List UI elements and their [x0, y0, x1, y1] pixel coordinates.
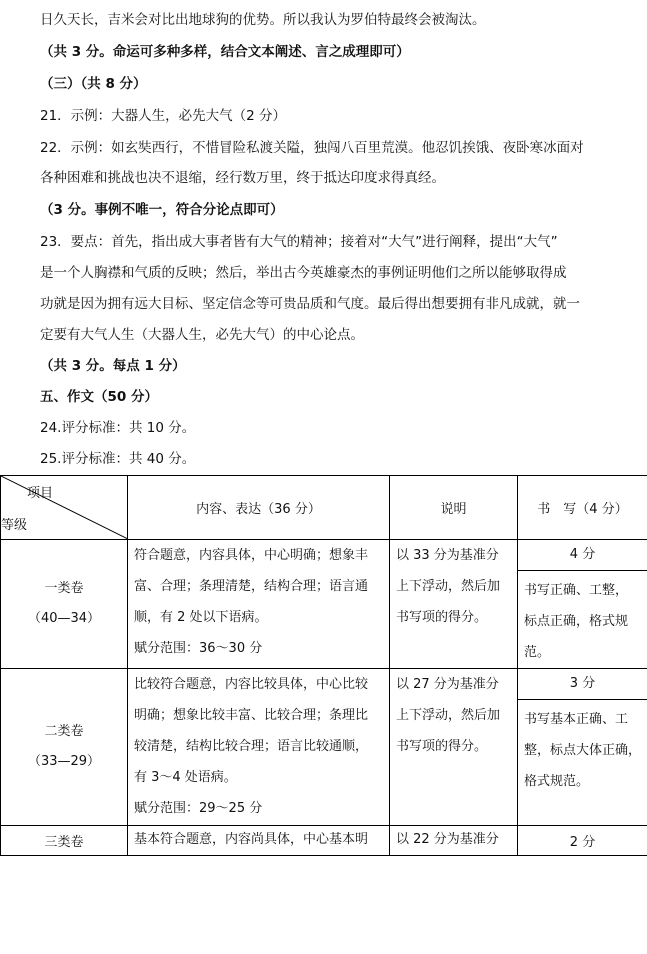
- writing-desc-line: 标点正确，格式规: [524, 614, 629, 629]
- criteria-24: 24.评分标准：共 10 分。: [40, 420, 196, 436]
- content-line: 赋分范围：36～30 分: [134, 641, 263, 656]
- scoring-note-1: （共 3 分。命运可多种多样，结合文本阐述、言之成理即可）: [40, 44, 410, 60]
- content-line: 赋分范围：29～25 分: [134, 801, 263, 816]
- writing-score: 3 分: [518, 669, 647, 700]
- content-line: 符合题意，内容具体，中心明确；想象丰: [134, 548, 369, 563]
- table-row: [1, 669, 647, 826]
- answer-23-line-4: 定要有大气人生（大器人生，必先大气）的中心论点。: [40, 327, 364, 343]
- writing-desc: [518, 700, 647, 797]
- header-content: 内容、表达（36 分）: [128, 476, 390, 540]
- grade-name: 一类卷: [44, 581, 84, 596]
- writing-cell: [518, 669, 647, 826]
- content-line: 顺，有 2 处以下语病。: [134, 610, 268, 625]
- content-line: 富、合理；条理清楚，结构合理；语言通: [134, 579, 369, 594]
- answer-22-line-2: 各种困难和挑战也决不退缩，经行数万里，终于抵达印度求得真经。: [40, 170, 445, 186]
- answer-21: 21．示例：大器人生，必先大气（2 分）: [40, 108, 287, 124]
- table-row: [1, 540, 647, 669]
- writing-desc-line: 书写正确、工整，: [524, 583, 629, 598]
- grade-name: 二类卷: [44, 724, 84, 739]
- writing-desc: [518, 571, 647, 668]
- grade-name: 三类卷: [1, 826, 128, 856]
- answer-line-1: 日久天长，吉米会对比出地球狗的优势。所以我认为罗伯特最终会被淘汰。: [40, 12, 486, 28]
- scoring-note-2: （3 分。事例不唯一，符合分论点即可）: [40, 202, 284, 218]
- scoring-note-3: （共 3 分。每点 1 分）: [40, 358, 186, 374]
- header-note: 说明: [390, 476, 518, 540]
- grade-range: （33—29）: [27, 754, 101, 769]
- content-line: 比较符合题意，内容比较具体，中心比较: [134, 677, 369, 692]
- content-line: 明确；想象比较丰富、比较合理；条理比: [134, 708, 369, 723]
- writing-desc-line: 范。: [524, 645, 551, 660]
- grading-table: [0, 475, 647, 856]
- content-line: 有 3～4 处语病。: [134, 770, 237, 785]
- section-heading-3: （三）（共 8 分）: [40, 76, 147, 92]
- table-header-row: [1, 476, 647, 540]
- writing-cell: [518, 540, 647, 669]
- note-line: 以 33 分为基准分: [396, 548, 499, 563]
- note-cell: [390, 540, 518, 669]
- grade-name-cell: [1, 669, 128, 826]
- grade-name-cell: [1, 540, 128, 669]
- header-diagonal-cell: [1, 476, 128, 540]
- content-cell: [128, 540, 390, 669]
- writing-desc-line: 整，标点大体正确，: [524, 743, 642, 758]
- answer-23-line-3: 功就是因为拥有远大目标、坚定信念等可贵品质和气度。最后得出想要拥有非凡成就，就一: [40, 296, 580, 312]
- writing-score: 2 分: [518, 826, 647, 856]
- answer-23-line-2: 是一个人胸襟和气质的反映；然后，举出古今英雄豪杰的事例证明他们之所以能够取得成: [40, 265, 567, 281]
- header-item-label: 项目: [27, 486, 54, 501]
- table-row: [1, 826, 647, 856]
- answer-23-line-1: 23．要点：首先，指出成大事者皆有大气的精神；接着对“大气”进行阐释，提出“大气”: [40, 234, 558, 250]
- note-line: 以 27 分为基准分: [396, 677, 499, 692]
- note-line: 书写项的得分。: [396, 739, 488, 754]
- section-heading-5: 五、作文（50 分）: [40, 389, 158, 405]
- note-cell: [390, 669, 518, 826]
- header-writing: 书 写（4 分）: [518, 476, 647, 540]
- content-cell: [128, 669, 390, 826]
- note-line: 以 22 分为基准分: [396, 832, 499, 847]
- criteria-25: 25.评分标准：共 40 分。: [40, 451, 196, 467]
- content-line: 基本符合题意，内容尚具体，中心基本明: [134, 832, 369, 847]
- answer-22-line-1: 22．示例：如玄奘西行，不惜冒险私渡关隘，独闯八百里荒漠。他忍饥挨饿、夜卧寒冰面对: [40, 140, 584, 156]
- header-level-label: 等级: [1, 518, 28, 533]
- note-line: 上下浮动，然后加: [396, 708, 501, 723]
- writing-desc-line: 格式规范。: [524, 774, 590, 789]
- content-line: 较清楚，结构比较合理；语言比较通顺，: [134, 739, 369, 754]
- grade-range: （40—34）: [27, 611, 101, 626]
- note-line: 书写项的得分。: [396, 610, 488, 625]
- note-line: 上下浮动，然后加: [396, 579, 501, 594]
- writing-desc-line: 书写基本正确、工: [524, 712, 629, 727]
- writing-score: 4 分: [518, 540, 647, 571]
- note-cell: [390, 826, 518, 856]
- content-cell: [128, 826, 390, 856]
